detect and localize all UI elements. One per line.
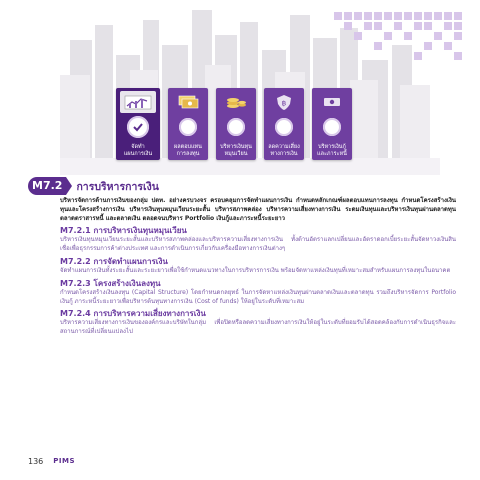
tile-label: บริหารเงินทุน หมุนเวียน: [220, 144, 252, 157]
tile-risk-reduction[interactable]: [264, 88, 304, 160]
subsection-heading: M7.2.2 การจัดทำแผนการเงิน: [60, 256, 168, 266]
chart-photo-icon: [120, 91, 156, 113]
pims-logo: PIMS: [53, 457, 76, 465]
service-tiles: [116, 88, 352, 160]
section-badge: M7.2: [28, 177, 66, 195]
subsection-heading: M7.2.3 โครงสร้างเงินลงทุน: [60, 278, 161, 288]
hero-banner: [0, 0, 480, 175]
section-title: การบริหารการเงิน: [76, 180, 159, 193]
subsection-body: บริหารความเสี่ยงทางการเงินขององค์กรและบริษัทในกลุ่ม เพื่อปิดหรือลดความเสี่ยงทางการเงินให้อยู่ในระดับที่ยอมรับได้สอดคล้องกับการดำเนินธุรกิจและสถานการณ์ที่เปลี่ยนแปลงไป: [60, 319, 456, 336]
subsection-heading: M7.2.1 การบริหารเงินทุนหมุนเวียน: [60, 226, 187, 236]
money-stack-icon: [172, 91, 204, 113]
tile-working-capital[interactable]: [216, 88, 256, 160]
tile-label: ผลตอบแทน การลงทุน: [174, 144, 202, 157]
subsection-heading: M7.2.4 การบริหารความเสี่ยงทางการเงิน: [60, 309, 206, 319]
subsection-body: กำหนดโครงสร้างเงินลงทุน (Capital Structure) โดยกำหนดกลยุทธ์ ในการจัดหาแหล่งเงินทุนผ่านตลาดเงินและตลาดทุน รวมถึงบริหารจัดการ Portfolio เงินกู้ ภาระหนี้ระยะยาวเพื่อบริหารต้นทุนทางการเงิน (Cost of funds) ให้อยู่ในระดับที่เหมาะสม: [60, 288, 456, 305]
page-number: 136: [28, 456, 44, 466]
tile-label: จัดทำ แผนการเงิน: [123, 144, 153, 157]
subsection-body: จัดทำแผนการเงินทั้งระยะสั้นและระยะยาวเพื่อใช้กำหนดแนวทางในการบริหารการเงิน พร้อมจัดหาแหล่งเงินทุนที่เหมาะสมสำหรับแผนการลงทุนในอนาคต: [60, 266, 451, 274]
tile-debt-management[interactable]: [312, 88, 352, 160]
circle-marker-icon: [275, 118, 293, 136]
subsection-body: บริหารเงินทุนหมุนเวียนระยะสั้นและบริหารสภาพคล่องและบริหารความเสี่ยงทางการเงิน ทั้งด้านอัตราแลกเปลี่ยนและอัตราดอกเบี้ยระยะสั้นจัดหาวงเงินสินเชื่อเพื่อธุรกรรมการค้าต่างประเทศ และการดำเนินการเกี่ยวกับเครื่องมือทางการเงินต่างๆ: [60, 236, 456, 253]
section-content: [60, 197, 456, 338]
tile-label: ลดความเสี่ยง ทางการเงิน: [268, 144, 300, 157]
circle-marker-icon: [227, 118, 245, 136]
tile-label: บริหารเงินกู้ และภาระหนี้: [317, 144, 347, 157]
svg-text:฿: ฿: [281, 99, 287, 108]
shield-icon: [268, 91, 300, 113]
page-footer: [28, 454, 75, 468]
handshake-money-icon: [316, 91, 348, 113]
section-header: [28, 177, 159, 195]
circle-marker-icon: [323, 118, 341, 136]
tile-financial-plan[interactable]: [116, 88, 160, 160]
check-icon: [127, 116, 149, 138]
circle-marker-icon: [179, 118, 197, 136]
coins-icon: [220, 91, 252, 113]
tile-investment-return[interactable]: [168, 88, 208, 160]
lead-paragraph: บริหารจัดการด้านการเงินของกลุ่ม ปตท. อย่างครบวงจร ครอบคลุมการจัดทำแผนการเงิน กำหนดหลักเกณฑ์ผลตอบแทนการลงทุน กำหนดโครงสร้างเงินทุนและโครงสร้างการเงิน บริหารเงินทุนหมุนเวียนระยะสั้น บริหารสภาพคล่อง บริหารความเสี่ยงทางการเงิน ระดมเงินทุนและบริหารเงินทุนผ่านตลาดทุน ตลาดตราสารหนี้ และตลาดเงิน ตลอดจนบริหาร Portfolio เงินกู้และภาระหนี้ระยะยาว: [60, 197, 456, 222]
